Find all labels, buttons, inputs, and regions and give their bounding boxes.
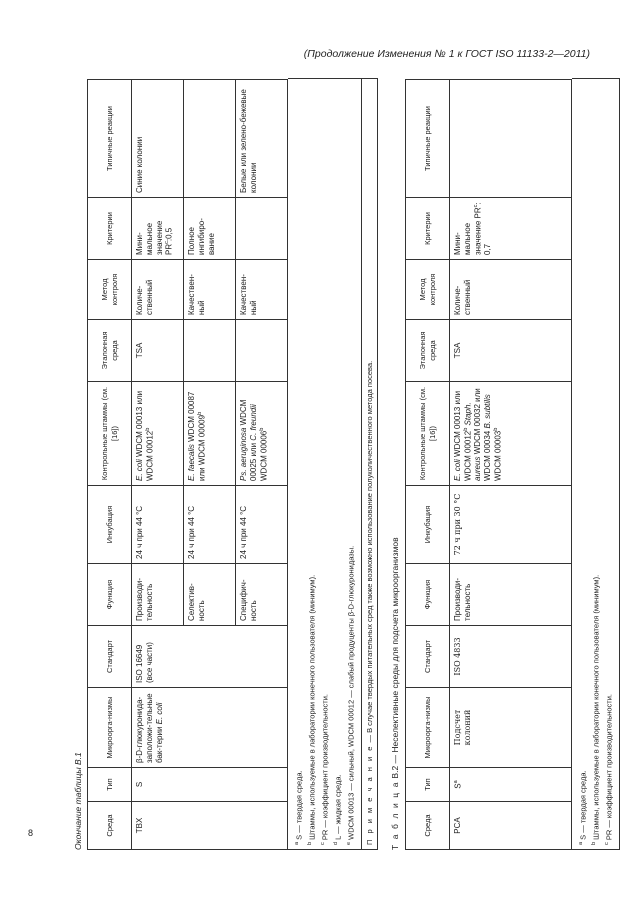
col-header: Метод контроля [88, 260, 132, 320]
col-header: Метод контроля [406, 260, 450, 320]
footnote: $^c$ PR — коэффициент производительности. [320, 694, 330, 845]
col-header: Типичные реакции [406, 80, 450, 198]
footnote: $^e$ WDCM 00013 — сильный, WDCM 00012 — слабый продуценты β-D-глюкуронидазы. [346, 545, 356, 845]
standard-cell: ISO 16649 (все части) [132, 626, 184, 688]
reference-medium-cell: TSA [450, 320, 572, 382]
criteria-cell: Мини-мальное значение $PR^c$: 0,7 [450, 198, 572, 260]
microorganisms-cell: β-D-глюкуронида-заположи-тельные бак-терии E. coli [132, 688, 184, 768]
strain-cell: E. coli WDCM 00013 или WDCM 00012$^b$ Staph. aureus WDCM 00032 или WDCM 00034 B. subtilis WDCM 00003$^b$ [450, 382, 572, 486]
footnote: $^d$ L — жидкая среда. [333, 774, 343, 845]
table-b2-caption: Т а б л и ц а В.2 — Неселективные среды для подсчета микроорганизмов [390, 537, 400, 850]
col-header: Инкубация [406, 486, 450, 564]
table-b2-region [385, 78, 614, 850]
table-row [132, 80, 184, 850]
col-header: Среда [406, 802, 450, 850]
footnote: $^c$ PR — коэффициент производительности. [604, 694, 614, 845]
col-header: Инкубация [88, 486, 132, 564]
reference-medium-cell [236, 320, 288, 382]
footnote: $^b$ Штаммы, используемые в лаборатории конечного пользователя (минимум). [591, 574, 601, 845]
strain-cell: E. coli WDCM 00013 или WDCM 00012$^b$ [132, 382, 184, 486]
type-cell: S [132, 768, 184, 802]
criteria-cell: Мини-мальное значение $PR^c:0,5$ [132, 198, 184, 260]
col-header: Функция [406, 564, 450, 626]
col-header: Эталонная среда [406, 320, 450, 382]
footnote: $^a$ S — твердая среда. [578, 770, 588, 845]
reaction-cell [450, 80, 572, 198]
page-number: 8 [28, 828, 34, 838]
function-cell: Специфич-ность [236, 564, 288, 626]
col-header: Тип [88, 768, 132, 802]
reaction-cell: Синие колонии [132, 80, 184, 198]
col-header: Типичные реакции [88, 80, 132, 198]
running-header: (Продолжение Изменения № 1 к ГОСТ ISO 11133-2—2011) [303, 48, 590, 60]
table-row [450, 80, 572, 850]
microorganisms-cell: Подсчет колоний [450, 688, 572, 768]
table-row [236, 80, 288, 850]
method-cell: Качествен-ный [236, 260, 288, 320]
col-header: Микроорга-низмы [88, 688, 132, 768]
incubation-cell: 24 ч при 44 °С [132, 486, 184, 564]
col-header: Контрольные штаммы (см. [16]) [88, 382, 132, 486]
col-header: Тип [406, 768, 450, 802]
col-header: Критерии [406, 198, 450, 260]
table-b2-header-row [406, 80, 450, 850]
col-header: Микроорга-низмы [406, 688, 450, 768]
function-cell: Селектив-ность [184, 564, 236, 626]
col-header: Среда [88, 802, 132, 850]
function-cell: Производи-тельность [450, 564, 572, 626]
table-b1-footnotes [288, 78, 362, 850]
criteria-cell [236, 198, 288, 260]
table-b1-caption: Окончание таблицы В.1 [73, 752, 83, 850]
col-header: Стандарт [88, 626, 132, 688]
strain-cell: E. faecalis WDCM 00087 или WDCM 00009$^b$ [184, 382, 236, 486]
col-header: Стандарт [406, 626, 450, 688]
method-cell: Количе-ственный [450, 260, 572, 320]
table-b1-region [70, 78, 374, 850]
col-header: Контрольные штаммы (см. [16]) [406, 382, 450, 486]
incubation-cell: 24 ч при 44 °С [184, 486, 236, 564]
reference-medium-cell [184, 320, 236, 382]
reaction-cell: Белые или зелено-бежевые колонии [236, 80, 288, 198]
incubation-cell: 24 ч при 44 °С [236, 486, 288, 564]
table-b1-note: П р и м е ч а н и е — В случае твердых питательных сред также возможно использование полуколичественного метода посева. [362, 78, 378, 850]
footnote: $^a$ S — твердая среда. [294, 770, 304, 845]
table-b2 [405, 79, 572, 850]
standard-cell: ISO 4833 [450, 626, 572, 688]
medium-cell: TBX [132, 802, 184, 850]
table-row [184, 80, 236, 850]
method-cell: Качествен-ный [184, 260, 236, 320]
strain-cell: Ps. aeruginosa WDCM 00025 или C. freundii WDCM 00006$^b$ [236, 382, 288, 486]
criteria-cell: Полное ингибиро-вание [184, 198, 236, 260]
method-cell: Количе-ственный [132, 260, 184, 320]
table-b1 [87, 79, 288, 850]
col-header: Эталонная среда [88, 320, 132, 382]
medium-cell: PCA [450, 802, 572, 850]
footnote: $^b$ Штаммы, используемые в лаборатории конечного пользователя (минимум). [307, 574, 317, 845]
reference-medium-cell: TSA [132, 320, 184, 382]
col-header: Функция [88, 564, 132, 626]
type-cell: $S^a$ [450, 768, 572, 802]
incubation-cell: 72 ч при 30 °С [450, 486, 572, 564]
reaction-cell [184, 80, 236, 198]
col-header: Критерии [88, 198, 132, 260]
table-b1-header-row [88, 80, 132, 850]
table-b2-footnotes [572, 78, 620, 850]
function-cell: Производи-тельность [132, 564, 184, 626]
